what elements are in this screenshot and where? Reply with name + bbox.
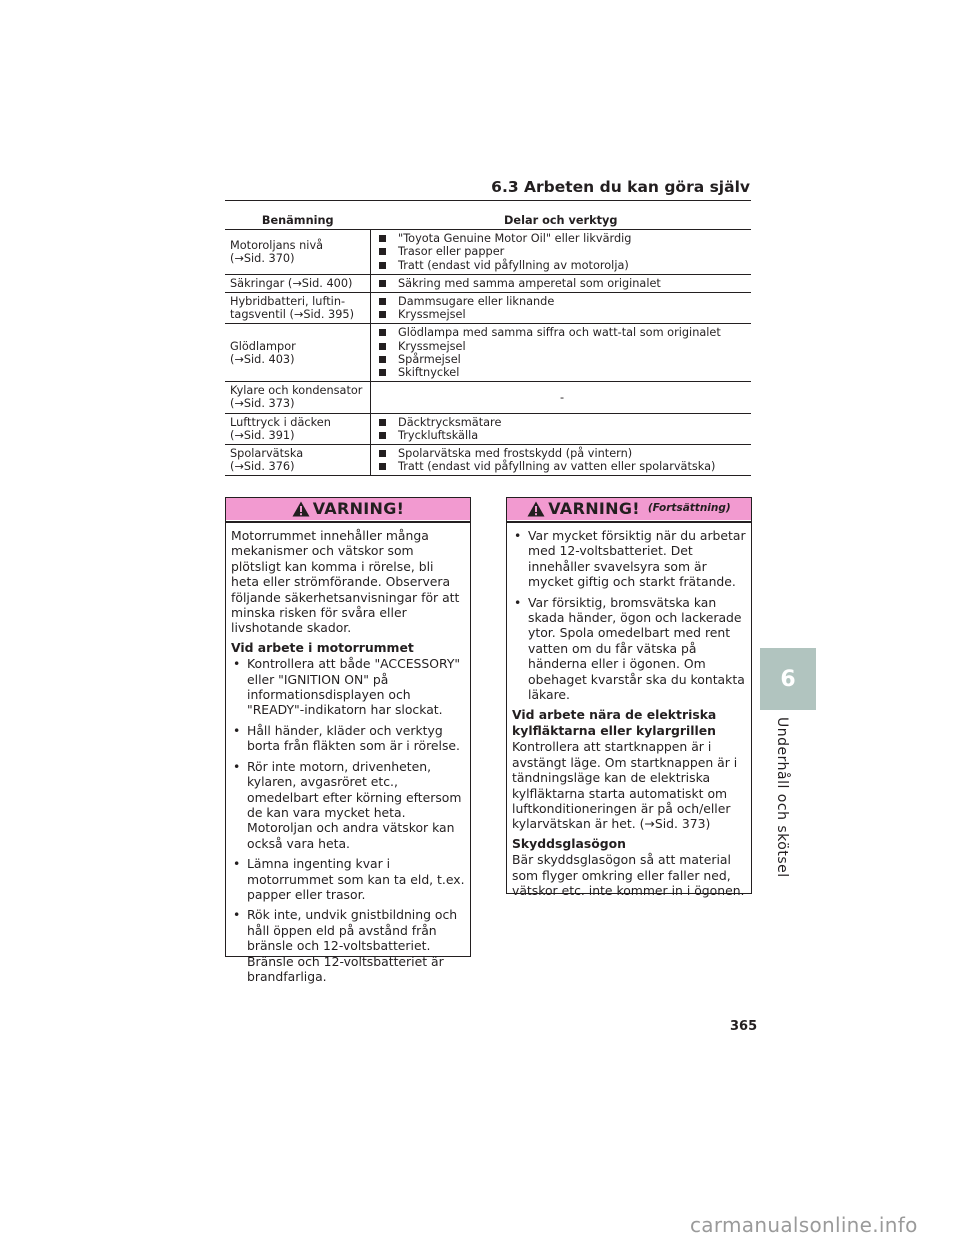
square-bullet-icon bbox=[379, 329, 386, 336]
square-bullet-icon bbox=[379, 298, 386, 305]
warning-paragraph: Bär skyddsglasögon så att material som flyger omkring eller faller ned, vätskor etc. inte kommer in i ögonen. bbox=[512, 852, 745, 898]
warning-header bbox=[226, 498, 470, 520]
square-bullet-icon bbox=[379, 280, 386, 287]
square-bullet-icon bbox=[379, 356, 386, 363]
list-item: Kryssmejsel bbox=[377, 308, 747, 321]
warning-box-right bbox=[506, 497, 752, 898]
row-name: Hybridbatteri, luftin- tagsventil (→Sid. 395) bbox=[225, 293, 371, 324]
warning-continued: (Fortsättning) bbox=[647, 502, 731, 515]
warning-bullet: • Kontrollera att både "ACCESSORY" eller "IGNITION ON" på informationsdisplayen och "READY"-indikatorn har slockat. bbox=[233, 656, 461, 718]
table-row bbox=[225, 293, 751, 324]
warning-bullet: • Rök inte, undvik gnistbildning och håll öppen eld på avstånd från bränsle och 12-voltsbatteriet. Bränsle och 12-voltsbatteriet är brandfarliga. bbox=[233, 907, 458, 984]
warning-triangle-icon bbox=[292, 501, 310, 517]
list-item: Spårmejsel bbox=[377, 353, 747, 366]
square-bullet-icon bbox=[379, 311, 386, 318]
list-item: Trasor eller papper bbox=[377, 245, 747, 258]
page-number: 365 bbox=[730, 1019, 758, 1034]
list-item: Spolarvätska med frostskydd (på vintern) bbox=[377, 447, 747, 460]
list-item: Skiftnyckel bbox=[377, 366, 747, 379]
list-item: Säkring med samma amperetal som originalet bbox=[377, 277, 747, 290]
square-bullet-icon bbox=[379, 343, 386, 350]
row-items-empty: - bbox=[371, 382, 752, 413]
table-row bbox=[225, 324, 751, 382]
section-title: 6.3 Arbeten du kan göra själv bbox=[491, 178, 750, 196]
table-row bbox=[225, 413, 751, 444]
warning-box-left bbox=[225, 497, 471, 984]
list-item: Kryssmejsel bbox=[377, 340, 747, 353]
row-name: Spolarvätska (→Sid. 376) bbox=[225, 445, 371, 476]
row-items bbox=[371, 324, 752, 382]
warning-subheading: Vid arbete i motorrummet bbox=[231, 639, 414, 655]
square-bullet-icon bbox=[379, 262, 386, 269]
row-name: Glödlampor (→Sid. 403) bbox=[225, 324, 371, 382]
list-item: Tratt (endast vid påfyllning av motorolja) bbox=[377, 259, 747, 272]
warning-title: VARNING! bbox=[312, 499, 405, 519]
warning-subheading: Skyddsglasögon bbox=[512, 835, 626, 851]
square-bullet-icon bbox=[379, 463, 386, 470]
list-item: Dammsugare eller liknande bbox=[377, 295, 747, 308]
warning-bullet: • Håll händer, kläder och verktyg borta från fläkten som är i rörelse. bbox=[233, 722, 460, 754]
warning-paragraph: Kontrollera att startknappen är i avstängt läge. Om startknappen är i tändningsläge kan de elektriska kylfläktarna starta automatiskt om luftkonditioneringen är på och/eller kylarvätskan är het. (→Sid. 373) bbox=[512, 739, 738, 832]
row-name: Säkringar (→Sid. 400) bbox=[225, 274, 371, 292]
list-item: Tratt (endast vid påfyllning av vatten eller spolarvätska) bbox=[377, 460, 747, 473]
table-row bbox=[225, 382, 751, 413]
row-items bbox=[371, 274, 752, 292]
square-bullet-icon bbox=[379, 369, 386, 376]
list-item: Glödlampa med samma siffra och watt-tal som originalet bbox=[377, 326, 747, 339]
row-name: Lufttryck i däcken (→Sid. 391) bbox=[225, 413, 371, 444]
warning-bullet: • Var försiktig, bromsvätska kan skada händer, ögon och lackerade ytor. Spola omedelbart med rent vatten om du får vätska på händerna eller i ögonen. Om obehaget kvarstår ska du kontakta läkare. bbox=[514, 594, 745, 703]
row-name: Motoroljans nivå (→Sid. 370) bbox=[225, 230, 371, 275]
square-bullet-icon bbox=[379, 419, 386, 426]
list-item: Tryckluftskälla bbox=[377, 429, 747, 442]
square-bullet-icon bbox=[379, 235, 386, 242]
row-items bbox=[371, 230, 752, 275]
row-items bbox=[371, 413, 752, 444]
list-item: Däcktrycksmätare bbox=[377, 416, 747, 429]
table-header-items: Delar och verktyg bbox=[371, 213, 752, 230]
warning-title: VARNING! bbox=[548, 499, 640, 519]
row-name: Kylare och kondensator (→Sid. 373) bbox=[225, 382, 371, 413]
table-row bbox=[225, 274, 751, 292]
table-header-name: Benämning bbox=[225, 213, 371, 230]
warning-header bbox=[507, 498, 751, 520]
warning-bullet: • Rör inte motorn, drivenheten, kylaren, avgasröret etc., omedelbart efter körning eftersom de kan vara mycket heta. Motoroljan och andra vätskor kan också vara heta. bbox=[233, 758, 462, 851]
chapter-title: Underhåll och skötsel bbox=[774, 717, 790, 878]
square-bullet-icon bbox=[379, 432, 386, 439]
watermark: carmanualsonline.info bbox=[690, 1213, 918, 1237]
row-items bbox=[371, 293, 752, 324]
row-items bbox=[371, 445, 752, 476]
warning-intro: Motorrummet innehåller många mekanismer och vätskor som plötsligt kan komma i rörelse, bli heta eller strömförande. Observera följande säkerhetsanvisningar för att minska risken för svåra eller livshotande skador. bbox=[231, 528, 460, 636]
list-item: "Toyota Genuine Motor Oil" eller likvärdig bbox=[377, 232, 747, 245]
table-row bbox=[225, 230, 751, 275]
square-bullet-icon bbox=[379, 450, 386, 457]
chapter-tab: 6 bbox=[760, 648, 816, 710]
table-row bbox=[225, 445, 751, 476]
title-rule bbox=[225, 200, 751, 201]
warning-bullet: • Var mycket försiktig när du arbetar med 12-voltsbatteriet. Det innehåller svavelsyra som är mycket giftig och starkt frätande. bbox=[514, 528, 746, 590]
square-bullet-icon bbox=[379, 248, 386, 255]
warning-bullet: • Lämna ingenting kvar i motorrummet som kan ta eld, t.ex. papper eller trasor. bbox=[233, 856, 465, 902]
warning-subheading: Vid arbete nära de elektriska kylfläktarna eller kylargrillen bbox=[512, 707, 717, 738]
tools-table bbox=[225, 213, 751, 476]
warning-triangle-icon bbox=[527, 501, 545, 517]
